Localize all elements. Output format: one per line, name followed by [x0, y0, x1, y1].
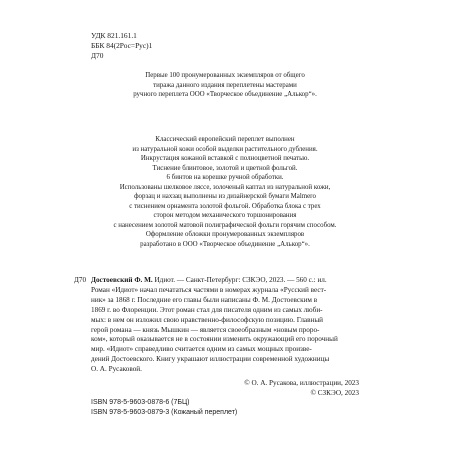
binding-line: сторон методом механического торшонирования: [153, 212, 297, 219]
isbn-block: [91, 398, 237, 418]
binding-line: Инкрустация кожаной вставкой с полноцветной печатью.: [140, 155, 310, 162]
notice-line: ручного переплета ООО «Творческое объединение „Алькор“».: [133, 91, 317, 98]
binding-line: Оформление обложки пронумерованных экземпляров: [145, 231, 305, 238]
binding-line: форзац и нахзац выполнены из дизайнерской бумаги Malmero: [134, 193, 316, 200]
notice-line: Первые 100 пронумерованных экземпляров от общего: [145, 72, 305, 79]
annotation-line: О. А. Русаковой.: [91, 365, 142, 374]
binding-line: из натуральной кожи особой выделки растительного дубления.: [132, 145, 318, 153]
binding-description: [80, 135, 370, 249]
annotation-line: ком», который оказывается не в состоянии изменить окружающий его порочный: [91, 335, 338, 344]
binding-line: 6 бинтов на корешке ручной обработки.: [166, 174, 284, 181]
binding-line: Классический европейский переплет выполнен: [155, 136, 295, 143]
annotation-line: ник» за 1868 г. Последние его главы были написаны Ф. М. Достоевским в: [91, 295, 318, 304]
isbn-line-1: ISBN 978-5-9603-0878-6 (7БЦ): [91, 399, 190, 406]
numbered-copies-notice: [80, 71, 370, 100]
annotation-line: 1869 г. во Флоренции. Этот роман стал для писателя одним из самых люби-: [91, 305, 323, 314]
annotation-line: Роман «Идиот» начал печататься частями в номерах журнала «Русский вест-: [91, 285, 327, 294]
binding-line: с тиснением орнамента золотой фольгой. Обработка блока с трех: [129, 202, 321, 210]
illustrations-copyright: © О. А. Русакова, иллюстрации, 2023: [244, 379, 359, 387]
annotation-line: герой романа — князь Мышкин — является своеобразным «новым проро-: [91, 325, 320, 334]
biblio-heading: [91, 276, 376, 286]
binding-line: Тиснение блинтовое, золотой и цветной фольгой.: [152, 164, 298, 172]
biblio-title-imprint: Идиот. — Санкт-Петербург: СЗКЭО, 2023. — 560 с.: ил.: [152, 276, 327, 284]
notice-line: тиража данного издания переплетены мастерами: [153, 81, 297, 89]
bbk-code: ББК 84(2Рос=Рус)1: [91, 41, 153, 51]
annotation-line: дений Достоевского. Книгу украшают иллюстрации современной художницы: [91, 355, 330, 364]
isbn-line-2: ISBN 978-5-9603-0879-3 (Кожаный переплет): [91, 409, 238, 416]
biblio-code: Д70: [74, 276, 87, 284]
annotation-line: мир. «Идиот» справедливо считается одним из самых мощных произве-: [91, 345, 312, 354]
udk-code: УДК 821.161.1: [91, 31, 137, 40]
classification-codes: [91, 31, 152, 62]
biblio-author: Достоевский Ф. М.: [91, 276, 153, 284]
binding-line: с нанесением золотой матовой полиграфической фольги горячим способом.: [113, 221, 337, 229]
bibliographic-record: [74, 276, 376, 375]
publisher-copyright: © СЗКЭО, 2023: [310, 389, 359, 397]
annotation-line: мых: в нем он изложил свою нравственно-философскую позицию. Главный: [91, 315, 324, 324]
binding-line: разработано в ООО «Творческое объединение „Алькор“».: [140, 240, 310, 248]
copyright-credits: [244, 378, 359, 398]
author-mark: Д70: [91, 51, 104, 61]
binding-line: Использованы шелковое ляссе, золоченый каптал из натуральной кожи,: [119, 183, 331, 191]
